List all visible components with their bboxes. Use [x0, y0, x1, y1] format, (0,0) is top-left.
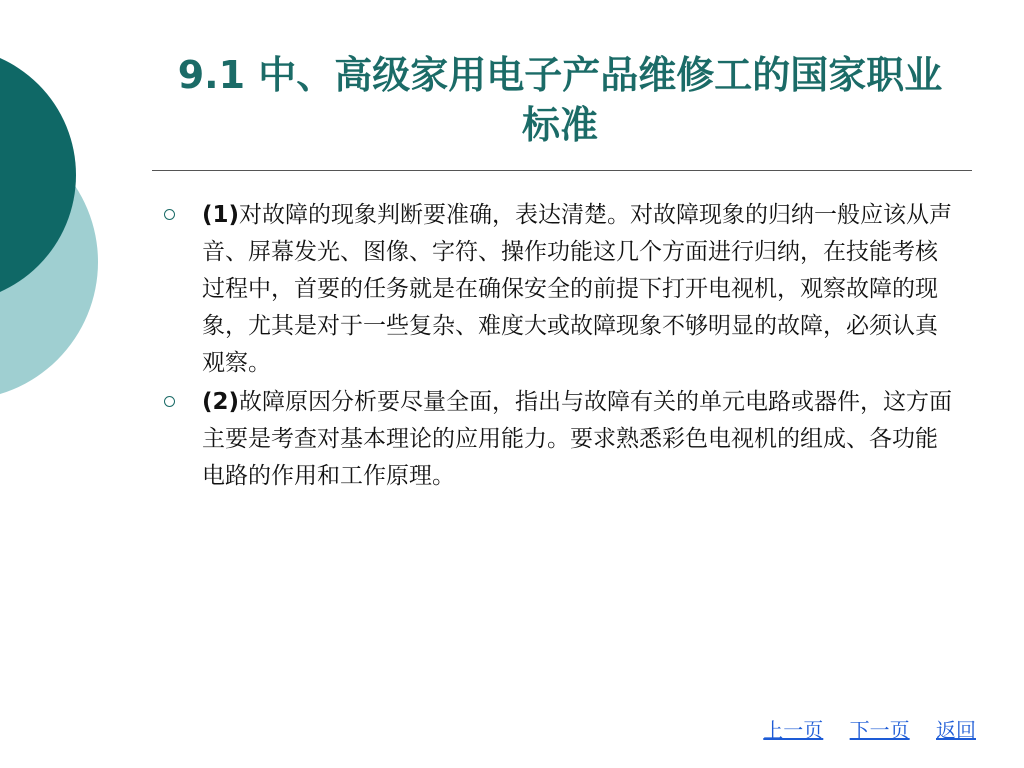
page-title: 9.1 中、高级家用电子产品维修工的国家职业标准 — [177, 53, 943, 147]
decorative-circles — [0, 0, 120, 420]
bullet-number: (2) — [202, 389, 240, 415]
bullet-list — [160, 197, 960, 497]
nav-links — [743, 714, 976, 743]
bullet-text: 故障原因分析要尽量全面，指出与故障有关的单元电路或器件，这方面主要是考查对基本理论的应用能力。要求熟悉彩色电视机的组成、各功能电路的作用和工作原理。 — [202, 389, 953, 489]
bullet-circle-icon — [164, 396, 175, 407]
prev-page-link[interactable]: 上一页 — [763, 718, 824, 742]
title-divider — [152, 170, 972, 171]
bullet-number: (1) — [202, 202, 240, 228]
next-page-link[interactable]: 下一页 — [849, 718, 910, 742]
bullet-item — [160, 197, 960, 382]
bullet-circle-icon — [164, 209, 175, 220]
bullet-text: 对故障的现象判断要准确，表达清楚。对故障现象的归纳一般应该从声音、屏幕发光、图像、字符、操作功能这几个方面进行归纳，在技能考核过程中，首要的任务就是在确保安全的前提下打开电视机，观察故障的现象，尤其是对于一些复杂、难度大或故障现象不够明显的故障，必须认真观察。 — [202, 202, 953, 376]
bullet-item — [160, 384, 960, 495]
back-link[interactable]: 返回 — [936, 718, 976, 742]
